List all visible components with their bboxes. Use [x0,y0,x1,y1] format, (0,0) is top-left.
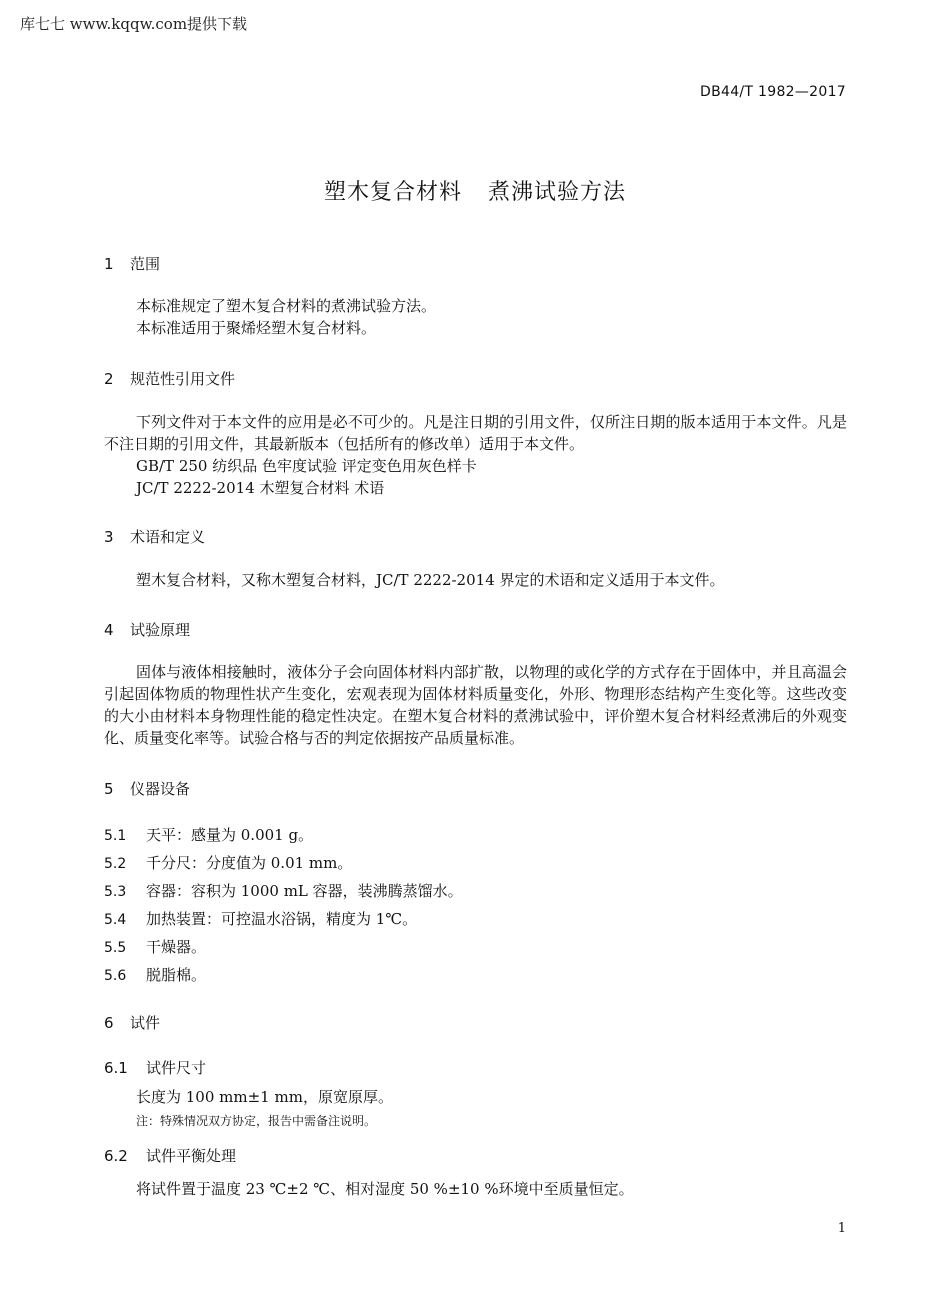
section-1-line: 本标准规定了塑木复合材料的煮沸试验方法。 [136,297,437,315]
section-4-heading: 4 试验原理 [104,621,191,639]
note-text: 注：特殊情况双方协定，报告中需备注说明。 [136,1114,377,1128]
section-1-body [104,295,847,339]
reference-item: JC/T 2222-2014 木塑复合材料 术语 [136,479,385,497]
conditioning-text: 将试件置于温度 23 ℃±2 ℃、相对湿度 50 %±10 %环境中至质量恒定。 [136,1180,634,1198]
document-title [0,175,950,206]
section-4-body [104,661,847,749]
standard-code: DB44/T 1982—2017 [700,84,846,100]
section-1-heading: 1 范围 [104,255,161,273]
title-part-2: 煮沸试验方法 [488,180,627,205]
page-number: 1 [837,1221,846,1236]
equipment-item: 5.1 天平：感量为 0.001 g。 [104,826,314,844]
section-3-heading: 3 术语和定义 [104,528,206,546]
subsection-6-2-body [104,1178,847,1200]
subsection-6-2-heading: 6.2 试件平衡处理 [104,1147,237,1165]
equipment-item: 5.2 千分尺：分度值为 0.01 mm。 [104,854,353,872]
title-part-1: 塑木复合材料 [323,180,462,205]
equipment-item: 5.6 脱脂棉。 [104,966,207,984]
section-2-heading: 2 规范性引用文件 [104,370,236,388]
equipment-item: 5.5 干燥器。 [104,938,207,956]
download-watermark: 库七七 www.kqqw.com提供下载 [20,15,248,33]
subsection-6-1-heading: 6.1 试件尺寸 [104,1059,207,1077]
section-3-body [104,569,847,591]
section-2-body [104,411,847,499]
section-5-heading: 5 仪器设备 [104,780,191,798]
section-6-heading: 6 试件 [104,1014,161,1032]
section-3-paragraph: 塑木复合材料，又称木塑复合材料，JC/T 2222-2014 界定的术语和定义适用于本文件。 [136,571,725,589]
equipment-item: 5.3 容器：容积为 1000 mL 容器，装沸腾蒸馏水。 [104,882,463,900]
section-2-paragraph: 下列文件对于本文件的应用是必不可少的。凡是注日期的引用文件，仅所注日期的版本适用于本文件。凡是不注日期的引用文件，其最新版本（包括所有的修改单）适用于本文件。 [104,413,847,453]
specimen-size-text: 长度为 100 mm±1 mm，原宽原厚。 [136,1088,393,1106]
section-4-paragraph: 固体与液体相接触时，液体分子会向固体材料内部扩散，以物理的或化学的方式存在于固体中，并且高温会引起固体物质的物理性状产生变化，宏观表现为固体材料质量变化，外形、物理形态结构产生变化等。这些改变的大小由材料本身物理性能的稳定性决定。在塑木复合材料的煮沸试验中，评价塑木复合材料经煮沸后的外观变化、质量变化率等。试验合格与否的判定依据按产品质量标准。 [104,663,847,747]
section-1-line: 本标准适用于聚烯烃塑木复合材料。 [136,319,377,337]
subsection-6-1-body [104,1086,847,1108]
reference-item: GB/T 250 纺织品 色牢度试验 评定变色用灰色样卡 [136,457,477,475]
equipment-item: 5.4 加热装置：可控温水浴锅，精度为 1℃。 [104,910,418,928]
